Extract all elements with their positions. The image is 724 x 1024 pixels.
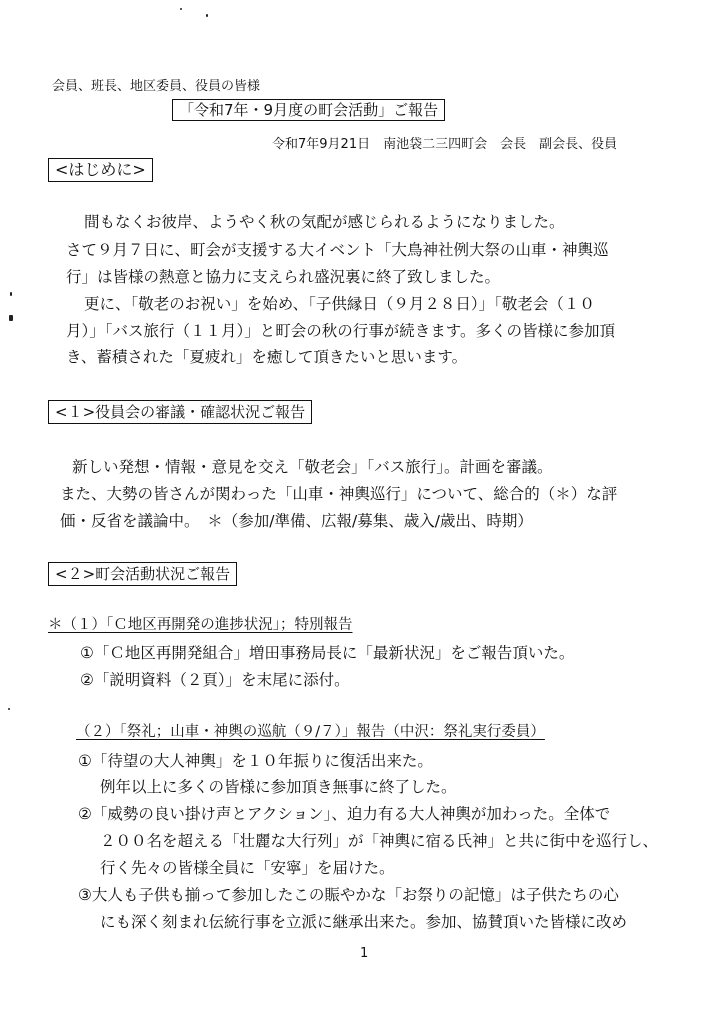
sub2-line: ①「待望の大人神輿」を１０年振りに復活出来た。 (78, 752, 433, 770)
intro-line: 更に、「敬老のお祝い」を始め、「子供縁日（９月２８日）」「敬老会（１０ (84, 295, 595, 313)
section2-heading: <２>町会活動状況ご報告 (48, 562, 237, 586)
sub2-line: にも深く刻まれ伝統行事を立派に継承出来た。参加、協賛頂いた皆様に改め (100, 913, 628, 931)
sub2-line: ③大人も子供も揃って参加したこの賑やかな「お祭りの記憶」は子供たちの心 (78, 886, 619, 904)
scan-speck (10, 292, 12, 296)
sub2-line: 例年以上に多くの皆様に参加頂き無事に終了した。 (100, 778, 457, 796)
scan-speck (9, 315, 13, 321)
sub1-title: ＊（１）「Ｃ地区再開発の進捗状況」；特別報告 (48, 617, 353, 633)
scan-speck (180, 8, 182, 10)
section1-line: また、大勢の皆さんが関わった「山車・神輿巡行」について、総合的（＊）な評 (60, 485, 618, 503)
section1-line: 価・反省を議論中。 ＊（参加/準備、広報/募集、歳入/歳出、時期） (60, 512, 533, 530)
sub1-line: ①「Ｃ地区再開発組合」増田事務局長に「最新状況」をご報告頂いた。 (80, 644, 575, 662)
intro-line: 行」は皆様の熱意と協力に支えられ盛況裏に終了致しました。 (66, 268, 501, 286)
section1-heading: <１>役員会の審議・確認状況ご報告 (48, 400, 312, 424)
intro-heading: <はじめに> (48, 158, 153, 182)
scan-speck (206, 14, 208, 17)
sub2-line: 行く先々の皆様全員に「安寧」を届けた。 (100, 859, 395, 877)
intro-line: 間もなくお彼岸、ようやく秋の気配が感じられるようになりました。 (84, 213, 565, 231)
sub1-line: ②「説明資料（２頁）」を末尾に添付。 (80, 671, 350, 689)
scan-speck (8, 708, 10, 710)
sub2-line: ２００名を超える「壮麗な大行列」が「神輿に宿る氏神」と共に街中を巡行し、 (100, 832, 659, 850)
page-number: 1 (360, 946, 369, 961)
intro-line: さて９月７日に、町会が支援する大イベント「大鳥神社例大祭の山車・神輿巡 (66, 241, 609, 259)
section1-line: 新しい発想・情報・意見を交え「敬老会」「バス旅行」。計画を審議。 (72, 458, 553, 476)
date-sender: 令和7年9月21日 南池袋二三四町会 会長 副会長、役員 (272, 137, 618, 152)
addressees: 会員、班長、地区委員、役員の皆様 (52, 79, 261, 94)
intro-line: き、蓄積された「夏疲れ」を癒して頂きたいと思います。 (66, 348, 468, 366)
intro-line: 月）」「バス旅行（１１月）」と町会の秋の行事が続きます。多くの皆様に参加頂 (66, 322, 616, 340)
sub2-title: （２）「祭礼；山車・神輿の巡航（９/７）」報告（中沢：祭礼実行委員） (76, 724, 545, 740)
report-title: 「令和7年・9月度の町会活動」ご報告 (172, 99, 445, 121)
sub2-line: ②「威勢の良い掛け声とアクション」、迫力有る大人神輿が加わった。全体で (78, 805, 611, 823)
